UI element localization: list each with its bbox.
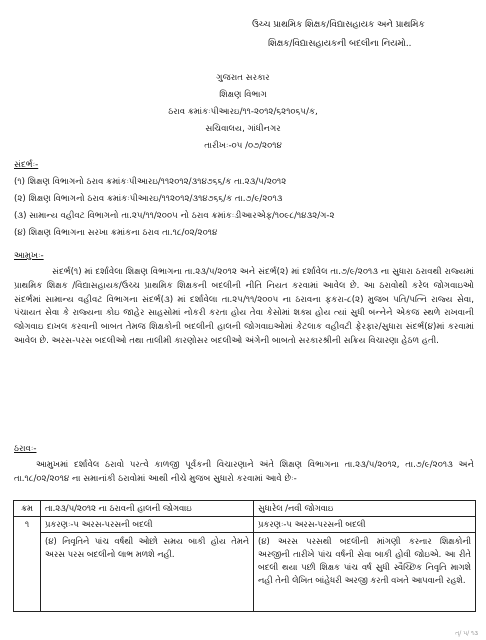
table-header-cell: ક્રમ — [14, 501, 41, 517]
reference-item: (૨) શિક્ષણ વિભાગનો ઠરાવ ક્રમાંકઃપીઆરઇ/૧૧૨૦૧૨/૩૧૪૭૬૬/ક તા.૭/૯/૨૦૧૩ — [14, 194, 283, 204]
government-name: ગુજરાત સરકાર — [216, 73, 270, 83]
office-address: સચિવાલય, ગાંધીનગર — [205, 124, 281, 134]
resolution-paragraph: આમુખમાં દર્શાવેલ ઠરાવો પરત્વે કાળજી પૂર્વકની વિચારણાને અંતે શિક્ષણ વિભાગના તા.૨૩/૫/૨૦૧૨, તા.૭/૯/૨૦૧૩ અને તા.૧૮/૦૨/૨૦૧૪ ના સમાનાંકી ઠરાવોમાં આથી નીચે મુજબ સુધારો કરવામાં આવે છેઃ- — [14, 460, 474, 484]
table-row — [14, 533, 476, 612]
page-edge-mark: ત્/ ૫/ ૧૩ — [455, 630, 478, 637]
department-name: શિક્ષણ વિભાગ — [219, 90, 267, 100]
document-title-line1: ઉચ્ચ પ્રાથમિક શિક્ષક/વિદ્યાસહાયક અને પ્રાથમિક — [252, 20, 425, 30]
resolution-heading: ઠરાવઃ- — [14, 444, 37, 454]
document-title-line2: શિક્ષક/વિદ્યાસહાયકની બદલીના નિયમો.. — [268, 39, 412, 49]
reference-item: (૩) સામાન્ય વહીવટ વિભાગનો તા.૨૫/૧૧/૨૦૦૫ નો ઠરાવ ક્રમાંકઃડીઆરએફ/૧૦૯૮/૧૪૩૨/ગ-૨ — [14, 211, 335, 221]
table-header-cell: સુધારેલ /નવી જોગવાઇ — [254, 501, 476, 517]
reference-item: (૧) શિક્ષણ વિભાગનો ઠરાવ ક્રમાંકઃપીઆરઇ/૧૧૨૦૧૨/૩૧૪૭૬૬/ક તા.૨૩/૫/૨૦૧૨ — [14, 177, 287, 187]
table-header-cell: તા.૨૩/૫/૨૦૧૨ ના ઠરાવની હાલની જોગવાઇ — [41, 501, 254, 517]
amendment-table — [13, 500, 476, 612]
table-row — [14, 517, 476, 533]
table-cell: (૪) નિવૃતિને પાંચ વર્ષથી ઓછો સમય બાકી હોય તેમને અરસ પરસ બદલીનો લાભ મળશે નહી. — [41, 533, 254, 612]
table-cell-number: ૧ — [14, 517, 41, 612]
preamble-paragraph: સંદર્ભ(૧) માં દર્શાવેલા શિક્ષણ વિભાગના તા.૨૩/૫/૨૦૧૨ અને સંદર્ભ(૨) માં દર્શાવેલ તા.૭/૯/૨૦૧૩ ના સુધારા ઠરાવથી રાજ્યમાં પ્રાથમિક શિક્ષક /વિદ્યાસહાયક/ઉચ્ચ પ્રાથમિક શિક્ષકની બદલીની નીતિ નિયત કરવામાં આવેલ છે. આ ઠરાવોથી કરેલ જોગવાઇઓ સંદર્ભમાં સામાન્ય વહીવટ વિભાગના સંદર્ભ(૩) માં દર્શાવેલા તા.૨૫/૧૧/૨૦૦૫ ના ઠરાવના ફકરા-૮(૨) મુજબ પતિ/પત્નિ રાજ્ય સેવા, પંચાયત સેવા કે રાજ્યના કોઇ જાહેર સાહસોમાં નોકરી કરતા હોય તેવા કેસોમાં શક્ય હોય ત્યાં સુધી બન્નેને એકજ સ્થળે રાખવાની જોગવાઇ દાખલ કરવાની બાબત તેમજ શિક્ષકોની બદલીની હાલની જોગવાઇઓમાં કેટલાક વહીવટી ફેરફાર/સુધારા સંદર્ભ(૪)માં કરવામાં આવેલ છે. અરસ-પરસ બદલીઓ તથા તાલીમી કારણોસર બદલીઓ અંગેની બાબતો સરકારશ્રીની સક્રિય વિચારણા હેઠળ હતી. — [14, 267, 474, 346]
reference-item: (૪) શિક્ષણ વિભાગના સરખા ક્રમાંકના ઠરાવ તા.૧૮/૦૨/૨૦૧૪ — [14, 228, 218, 238]
table-cell: પ્રકરણઃ-૫ અરસ-પરસની બદલી — [254, 517, 476, 533]
resolution-date: તારીખઃ-૦૫ /૦૭/૨૦૧૪ — [204, 141, 282, 151]
table-header-row — [14, 501, 476, 517]
resolution-number: ઠરાવ ક્રમાંકઃપીઆરઇ/૧૧-૨૦૧૨/૬૨૧૦૬૫/ક, — [168, 107, 318, 117]
references-heading: સંદર્ભઃ- — [14, 160, 39, 170]
preamble-heading: આમુખઃ- — [14, 251, 44, 261]
table-cell: પ્રકરણઃ-૫ અરસ-પરસની બદલી — [41, 517, 254, 533]
table-cell: (૪) અરસ પરસથી બદલીની માંગણી કરનાર શિક્ષકોની અરજીની તારીખે પાંચ વર્ષની સેવા બાકી હોવી જોઇએ. આ રીતે બદલી થયા પછી શિક્ષક પાંચ વર્ષ સુધી સ્વૈચ્છિક નિવૃતિ માગશે નહી તેની લેખિત બાંહેધરી અરજી કરતી વખતે આપવાની રહશે. — [254, 533, 476, 612]
